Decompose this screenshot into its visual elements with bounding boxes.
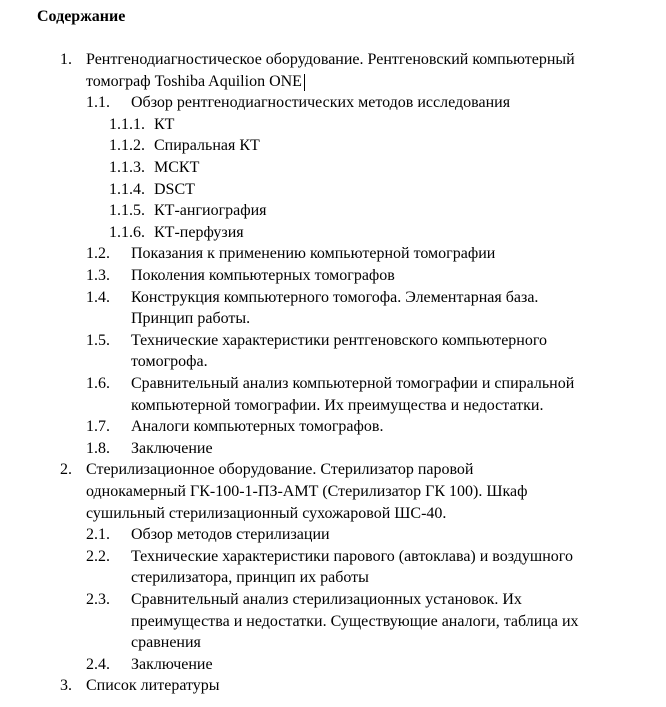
- toc-entry-text: КТ-перфузия: [154, 223, 244, 241]
- toc-entry-text: Показания к применению компьютерной томографии: [131, 245, 496, 263]
- toc-entry-number: 1.6.: [86, 375, 110, 392]
- toc-entry-text: Принцип работы.: [131, 310, 251, 328]
- toc-entry-number: 1.1.3.: [109, 159, 145, 176]
- toc-entry-text: Спиральная КТ: [154, 137, 260, 155]
- toc-entry-text: Аналоги компьютерных томографов.: [131, 418, 384, 436]
- toc-entry-number: 1.3.: [86, 267, 110, 284]
- toc-entry-text: томогрофа.: [131, 353, 208, 371]
- toc-entry-text: однокамерный ГК-100-1-ПЗ-АМТ (Стерилизатор ГК 100). Шкаф: [86, 483, 528, 500]
- toc-entry-number: 1.5.: [86, 331, 110, 349]
- toc-entry-text: Обзор методов стерилизации: [131, 526, 330, 544]
- toc-entry-number: 2.3.: [86, 591, 110, 608]
- toc-entry-text: Заключение: [131, 439, 213, 457]
- toc-entry-text: преимущества и недостатки. Существующие аналоги, таблица их: [131, 612, 579, 630]
- text-cursor: [304, 74, 305, 91]
- toc-entry-text: сушильный стерилизационный сухожаровой ШС-40.: [86, 504, 447, 522]
- toc-entry-number: 1.1.2.: [109, 137, 145, 155]
- toc-entry-number: 1.1.6.: [109, 223, 145, 241]
- toc-entry-text: КТ: [154, 115, 175, 133]
- toc-entry-text: Технические характеристики парового (автоклава) и воздушного: [131, 547, 573, 565]
- toc-entry-text: стерилизатора, принцип их работы: [131, 569, 369, 587]
- toc-entry-number: 2.2.: [86, 547, 110, 565]
- toc-entry-number: 2.4.: [86, 655, 110, 673]
- toc-entry-text: Стерилизационное оборудование. Стерилизатор паровой: [86, 461, 474, 479]
- toc-entry-text: сравнения: [131, 634, 201, 652]
- toc-entry-number: 1.1.5.: [109, 202, 145, 220]
- toc-entry-text: Обзор рентгенодиагностических методов исследования: [131, 94, 511, 112]
- toc-entry-text: DSCT: [154, 180, 195, 198]
- toc-entry-text: Конструкция компьютерного томогофа. Элементарная база.: [131, 288, 539, 306]
- toc-entry-text: Заключение: [131, 655, 213, 673]
- toc-entry-text: Сравнительный анализ стерилизационных установок. Их: [131, 591, 522, 608]
- toc-entry-number: 1.2.: [86, 245, 110, 263]
- toc-entry-number: 1.1.: [86, 94, 110, 112]
- toc-entry-number: 1.8.: [86, 439, 110, 457]
- toc-entry-number: 1.1.1.: [109, 115, 145, 133]
- toc-entry-text: Сравнительный анализ компьютерной томографии и спиральной: [131, 375, 575, 392]
- toc-entry-text: томограф Toshiba Aquilion ONE: [86, 72, 302, 90]
- toc-entry-text: Технические характеристики рентгеновского компьютерного: [131, 331, 548, 349]
- toc-entry-text: Рентгенодиагностическое оборудование. Рентгеновский компьютерный: [86, 51, 575, 68]
- toc-entry-text: Список литературы: [86, 677, 220, 695]
- toc-entry-number: 2.1.: [86, 526, 110, 544]
- toc-entry-text: Поколения компьютерных томографов: [131, 267, 395, 284]
- document-title: Содержание: [37, 8, 126, 25]
- toc-entry-number: 1.: [60, 51, 72, 68]
- toc-entry-text: КТ-ангиография: [154, 202, 267, 220]
- toc-entry-number: 1.7.: [86, 418, 110, 436]
- toc-entry-number: 1.1.4.: [109, 180, 145, 198]
- toc-entry-number: 2.: [60, 461, 72, 479]
- toc-entry-number: 3.: [60, 677, 72, 695]
- toc-entry-text: МСКТ: [154, 159, 200, 176]
- toc-entry-text: компьютерной томографии. Их преимущества и недостатки.: [131, 396, 544, 414]
- toc-entry-number: 1.4.: [86, 288, 110, 306]
